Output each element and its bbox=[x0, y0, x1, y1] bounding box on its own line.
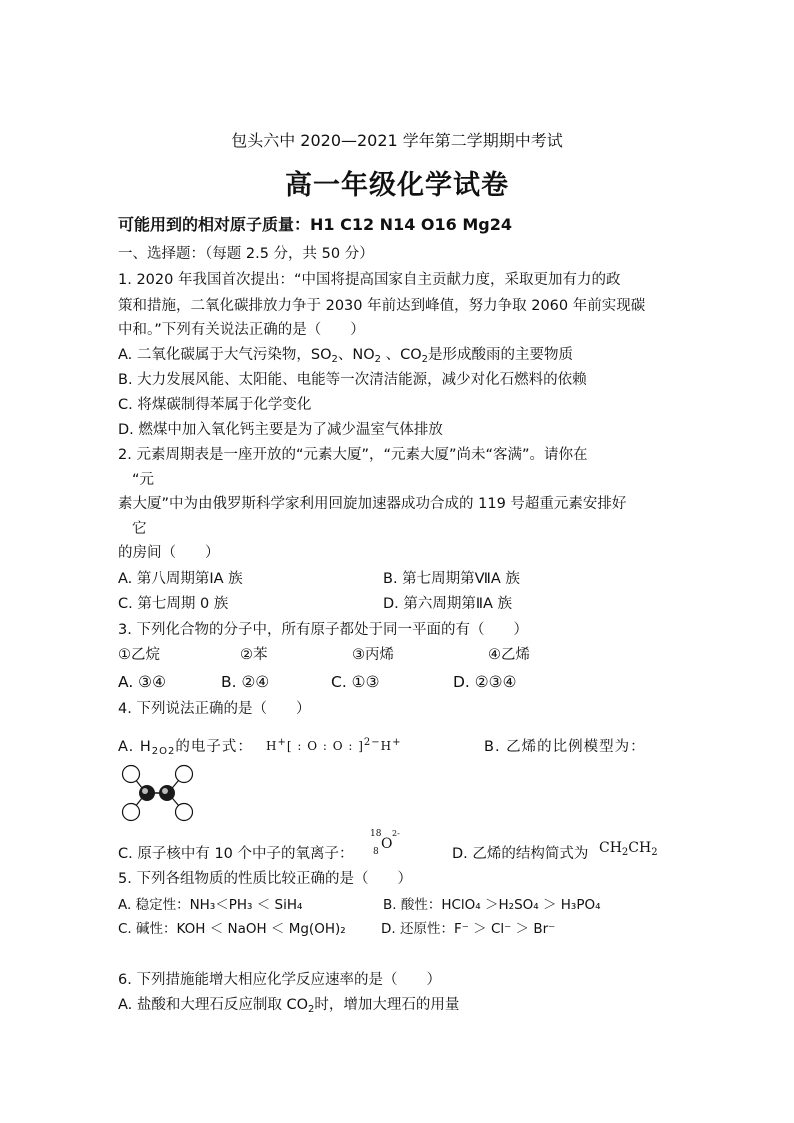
q2-option-b: B. 第七周期第ⅦA 族 bbox=[383, 571, 520, 587]
subscript: 2 bbox=[308, 1004, 315, 1015]
charge: + bbox=[392, 737, 402, 748]
q2-option-c: C. 第七周期 0 族 bbox=[118, 596, 229, 612]
q1-option-b: B. 大力发展风能、太阳能、电能等一次清洁能源，减少对化石燃料的依赖 bbox=[118, 372, 587, 388]
h2o2-electron-formula bbox=[266, 733, 402, 756]
q4-option-b: B. 乙烯的比例模型为： bbox=[484, 739, 646, 755]
hydrogen-symbol: H bbox=[380, 739, 393, 753]
q3-item-4: ④乙烯 bbox=[488, 647, 530, 663]
q2-stem-line3: 的房间（ ） bbox=[118, 545, 220, 561]
q4-option-a bbox=[118, 737, 253, 762]
q1-option-a-part2: 、NO bbox=[337, 347, 375, 363]
q6-stem: 6. 下列措施能增大相应化学反应速率的是（ ） bbox=[118, 972, 441, 988]
subscript: 2 bbox=[651, 847, 658, 858]
q3-item-1: ①乙烷 bbox=[118, 647, 160, 663]
subscript: 2 bbox=[621, 847, 629, 858]
ethylene-space-filling-model bbox=[118, 762, 198, 824]
ion-mass-number: 18 bbox=[370, 829, 382, 839]
school-line: 包头六中 2020—2021 学年第二学期期中考试 bbox=[231, 131, 563, 150]
q3-item-3: ③丙烯 bbox=[352, 647, 394, 663]
q1-option-a-part3: 、CO bbox=[381, 347, 422, 363]
q5-stem: 5. 下列各组物质的性质比较正确的是（ ） bbox=[118, 871, 412, 887]
q1-option-a-part4: 是形成酸雨的主要物质 bbox=[428, 347, 574, 363]
q4-option-a-label: A. H bbox=[118, 739, 152, 755]
section-heading: 一、选择题：（每题 2.5 分，共 50 分） bbox=[118, 246, 374, 262]
q5-option-d: D. 还原性：F⁻ ＞ Cl⁻ ＞ Br⁻ bbox=[381, 921, 556, 937]
q1-option-d: D. 燃煤中加入氧化钙主要是为了减少温室气体排放 bbox=[118, 422, 443, 438]
q2-option-a: A. 第八周期第ⅠA 族 bbox=[118, 571, 243, 587]
q6-option-a-part1: A. 盐酸和大理石反应制取 CO bbox=[118, 997, 309, 1013]
q2-stem-line2b: 它 bbox=[132, 521, 147, 537]
q1-option-c: C. 将煤碳制得苯属于化学变化 bbox=[118, 397, 312, 413]
q2-option-d: D. 第六周期第ⅡA 族 bbox=[383, 596, 513, 612]
q2-stem-line1b: “元 bbox=[132, 472, 155, 488]
q3-item-2: ②苯 bbox=[240, 647, 268, 663]
q1-option-a bbox=[118, 345, 573, 370]
q3-option-b: B. ②④ bbox=[221, 673, 270, 691]
q3-option-a: A. ③④ bbox=[118, 673, 166, 691]
charge: + bbox=[277, 737, 287, 748]
ion-symbol: O bbox=[381, 836, 393, 852]
ion-charge: 2- bbox=[392, 829, 400, 838]
subscript: 2 bbox=[421, 354, 429, 365]
atomic-masses: 可能用到的相对原子质量：H1 C12 N14 O16 Mg24 bbox=[118, 215, 512, 234]
q6-option-a-part2: 时，增加大理石的用量 bbox=[314, 997, 460, 1013]
ch2-group: CH bbox=[599, 840, 622, 856]
q6-option-a bbox=[118, 995, 459, 1020]
charge: 2− bbox=[363, 737, 381, 748]
q3-option-d: D. ②③④ bbox=[453, 673, 517, 691]
peroxide-core: [ : O : O : ] bbox=[286, 739, 364, 753]
ethylene-condensed-formula bbox=[599, 838, 658, 863]
hydrogen-symbol: H bbox=[266, 739, 278, 753]
exam-title: 高一年级化学试卷 bbox=[285, 170, 509, 201]
q1-stem-line3: 中和。”下列有关说法正确的是（ ） bbox=[118, 322, 365, 338]
q4-option-d: D. 乙烯的结构简式为 bbox=[452, 846, 589, 862]
q3-option-c: C. ①③ bbox=[331, 673, 380, 691]
q4-option-c: C. 原子核中有 10 个中子的氧离子： bbox=[118, 846, 354, 862]
q2-stem-line1: 2. 元素周期表是一座开放的“元素大厦”，“元素大厦”尚未“客满”。请你在 bbox=[118, 447, 588, 463]
q5-option-b: B. 酸性：HClO₄ ＞H₂SO₄ ＞ H₃PO₄ bbox=[383, 897, 601, 913]
ion-atomic-number: 8 bbox=[373, 847, 379, 857]
q4-stem: 4. 下列说法正确的是（ ） bbox=[118, 701, 311, 717]
ch2-group: CH bbox=[628, 840, 652, 856]
subscript: 2 bbox=[168, 746, 176, 757]
q1-stem-line2: 策和措施，二氧化碳排放力争于 2030 年前达到峰值，努力争取 2060 年前实现碳 bbox=[118, 298, 646, 314]
q1-option-a-part1: A. 二氧化碳属于大气污染物，SO bbox=[118, 347, 332, 363]
q5-option-c: C. 碱性：KOH ＜ NaOH ＜ Mg(OH)₂ bbox=[118, 921, 346, 937]
subscript: 2 bbox=[374, 354, 382, 365]
q5-option-a: A. 稳定性：NH₃＜PH₃ ＜ SiH₄ bbox=[118, 897, 303, 913]
subscript: 2 bbox=[331, 354, 338, 365]
q4-option-a-text: 的电子式： bbox=[175, 739, 253, 755]
q2-stem-line2: 素大厦”中为由俄罗斯科学家利用回旋加速器成功合成的 119 号超重元素安排好 bbox=[118, 496, 627, 512]
q1-stem-line1: 1. 2020 年我国首次提出：“中国将提高国家自主贡献力度，采取更加有力的政 bbox=[118, 272, 621, 288]
subscript: 2 bbox=[151, 746, 160, 757]
subscript: O bbox=[159, 746, 169, 757]
q3-stem: 3. 下列化合物的分子中，所有原子都处于同一平面的有（ ） bbox=[118, 622, 528, 638]
